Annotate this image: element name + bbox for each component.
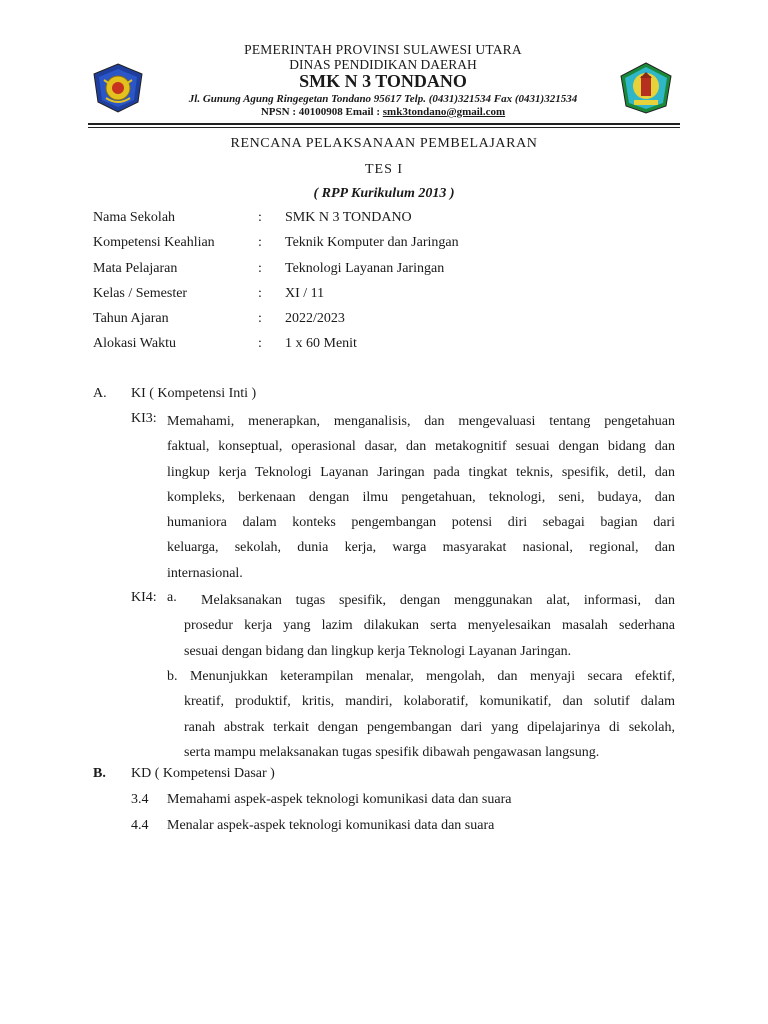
letterhead-rule-thick — [88, 123, 680, 125]
letterhead-address: Jl. Gunung Agung Ringegetan Tondano 95617 Telp. (0431)321534 Fax (0431)321534 — [188, 93, 578, 105]
kd-item-text: Memahami aspek-aspek teknologi komunikasi data dan suara — [167, 792, 512, 807]
ki4-label: KI4: — [131, 590, 157, 605]
letterhead-department: DINAS PENDIDIKAN DAERAH — [289, 57, 477, 72]
kd-item-text: Menalar aspek-aspek teknologi komunikasi data dan suara — [167, 818, 495, 833]
ki3-label: KI3: — [131, 411, 157, 426]
ki3-paragraph: Memahami, menerapkan, menganalisis, dan mengevaluasi tentang pengetahuan faktual, konseptual, operasional dasar, dan metakognitif sesuai dengan bidang dan lingkup kerja Teknologi Layanan Jaringan pada tingkat teknis, spesifik, detil, dan kompleks, berkenaan dengan ilmu pengetahuan, teknologi, seni, budaya, dan humaniora dalam konteks pengembangan potensi diri sebagai bagian dari keluarga, sekolah, dunia kerja, warga masyarakat nasional, regional, dan internasional. — [167, 414, 675, 581]
provincial-emblem-icon — [92, 62, 144, 114]
email-link[interactable]: smk3tondano@gmail.com — [382, 106, 506, 118]
letterhead-rule-thin — [88, 127, 680, 128]
letterhead-government: PEMERINTAH PROVINSI SULAWESI UTARA — [244, 42, 522, 57]
ki4-item-a-paragraph: prosedur kerja yang lazim dilakukan serta menyelesaikan masalah sederhana sesuai dengan bidang dan lingkup kerja Teknologi Layanan Jaringan. — [184, 618, 675, 659]
test-title: TES I — [364, 162, 404, 177]
ki4-item-b-paragraph: kreatif, produktif, kritis, mandiri, kolaboratif, komunikatif, dan solutif dalam ranah abstrak terkait dengan pengembangan dari yang dipelajarinya di sekolah, serta mampu melaksanakan tugas spesifik dibawah pengawasan langsung. — [184, 694, 675, 760]
school-emblem-icon — [620, 62, 672, 114]
ki4-item-b-first-line: b. Menunjukkan keterampilan menalar, mengolah, dan menyaji secara efektif, — [167, 669, 675, 684]
kd-item-number: 4.4 — [131, 818, 149, 833]
ki4-item-a-first-line: Melaksanakan tugas spesifik, dengan menggunakan alat, informasi, dan — [201, 593, 675, 608]
letterhead-school-name: SMK N 3 TONDANO — [299, 71, 467, 91]
document-page: PEMERINTAH PROVINSI SULAWESI UTARA DINAS PENDIDIKAN DAERAH SMK N 3 TONDANO Jl. Gunung Agung Ringegetan Tondano 95617 Telp. (0431)321534 Fax (0431)321534 NPSN : 40100908 Email : smk3tondano@gmail.com RENCANA PELAKSANAAN PEMBELAJARAN TES I ( RPP Kurikulum 2013 ) Nama Sekolah : SMK N 3 TONDANO Kompetensi Keahlian : Teknik Komputer dan Jaringan Mata Pelajaran : Teknologi Layanan Jaringan Kelas / Semester : XI / 11 Tahun Ajaran : 2022/2023 Alokasi Waktu : 1 x 60 Menit A. KI ( Kompetensi Inti ) KI3: Memahami, menerapkan, menganalisis, dan mengevaluasi tentang pengetahuan faktual, konseptual, operasional dasar, dan metakognitif sesuai dengan bidang dan lingkup kerja Teknologi Layanan Jaringan pada tingkat teknis, spesifik, detil, dan kompleks, berkenaan dengan ilmu pengetahuan, teknologi, seni, budaya, dan humaniora dalam konteks pengembangan potensi diri sebagai bagian dari keluarga, sekolah, dunia kerja, warga masyarakat nasional, regional, dan internasional. KI4: a. Melaksanakan tugas spesifik, dengan menggunakan alat, informasi, dan prosedur kerja yang lazim dilakukan serta menyelesaikan masalah sederhana sesuai dengan bidang dan lingkup kerja Teknologi Layanan Jaringan. b. Menunjukkan keterampilan menalar, mengolah, dan menyaji secara efektif, kreatif, produktif, kritis, mandiri, kolaboratif, komunikatif, dan solutif dalam ranah abstrak terkait dengan pengembangan dari yang dipelajarinya di sekolah, serta mampu melaksanakan tugas spesifik dibawah pengawasan langsung. B. KD ( Kompetensi Dasar ) 3.4 Memahami aspek-aspek teknologi komunikasi data dan suara 4.4 Menalar aspek-aspek teknologi komunikasi data dan suara — [0, 0, 768, 1024]
letterhead-contact: NPSN : 40100908 Email : smk3tondano@gmail.com — [260, 106, 506, 118]
section-a-heading: A. KI ( Kompetensi Inti ) — [93, 386, 257, 401]
document-title: RENCANA PELAKSANAAN PEMBELAJARAN — [230, 136, 538, 151]
kd-item-number: 3.4 — [131, 792, 149, 807]
letterhead — [88, 42, 680, 122]
section-b-heading: B. KD ( Kompetensi Dasar ) — [93, 766, 275, 781]
curriculum-subtitle: ( RPP Kurikulum 2013 ) — [313, 186, 455, 201]
ki4-item-a-marker: a. — [167, 590, 177, 605]
